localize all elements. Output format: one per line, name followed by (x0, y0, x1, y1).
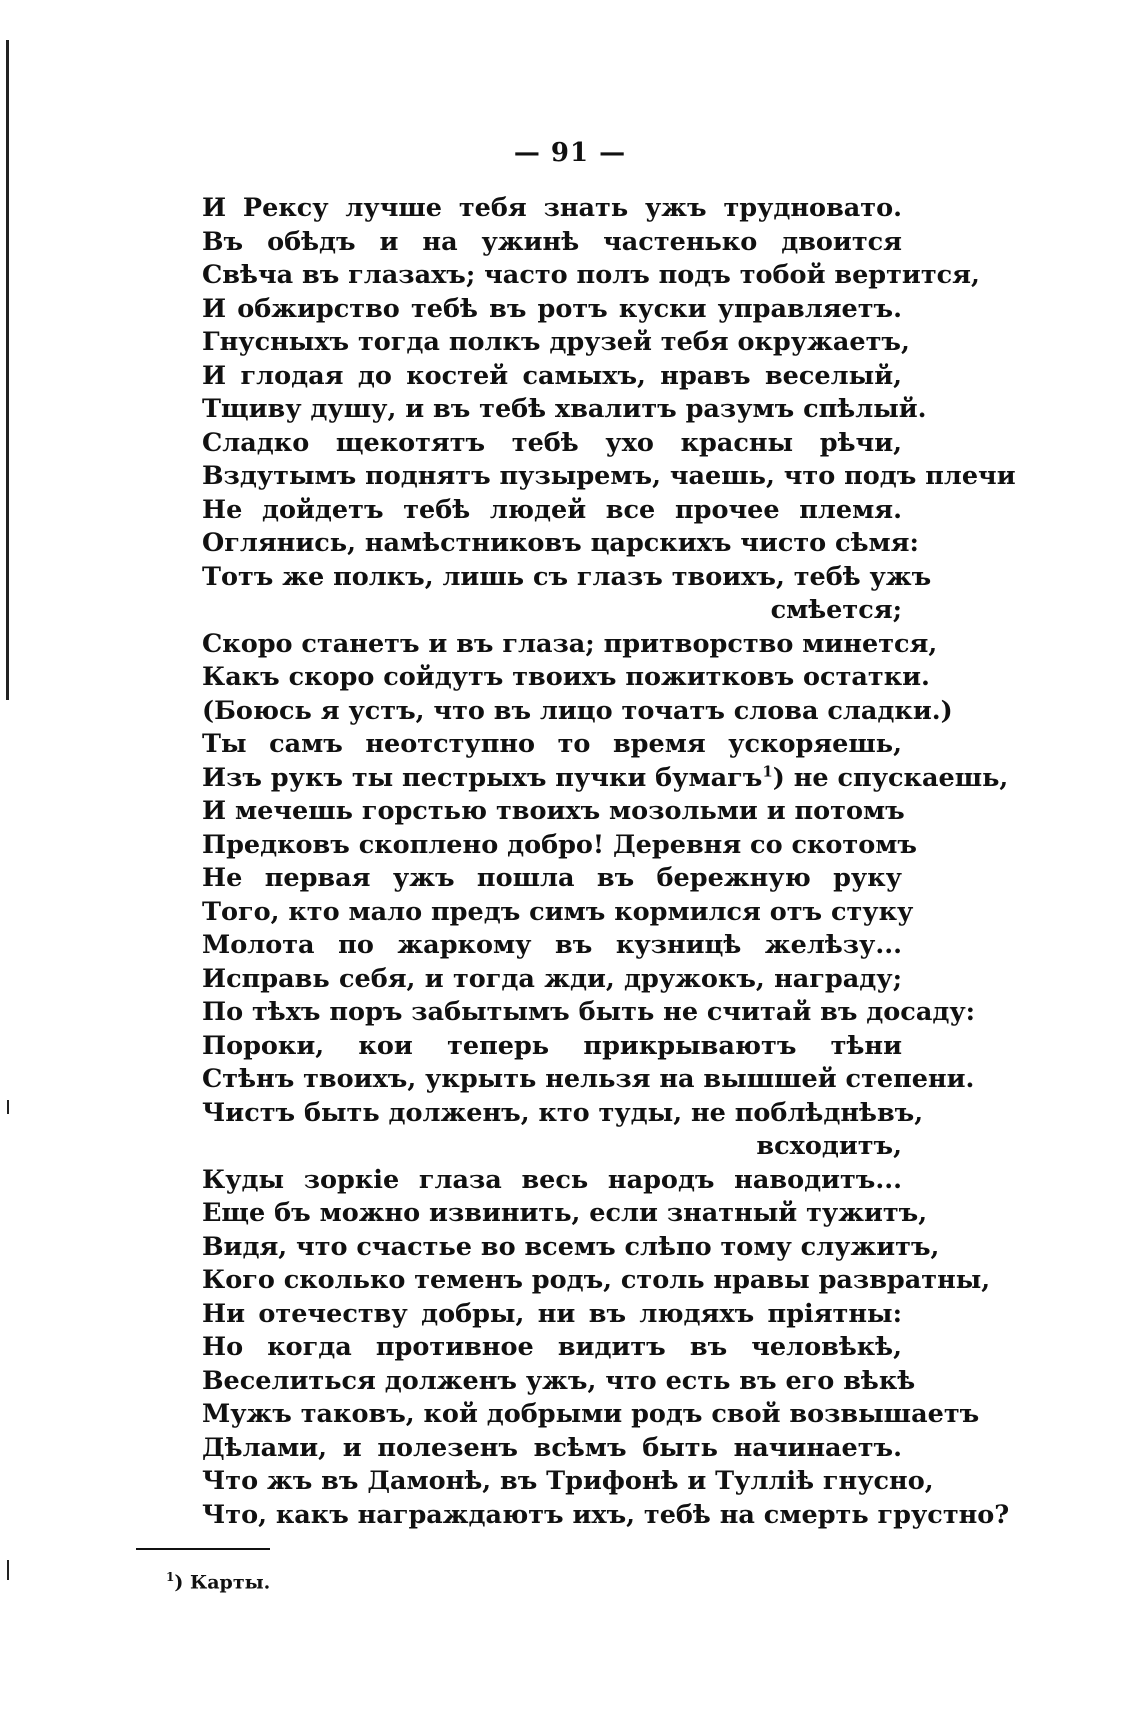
poem-line (202, 561, 932, 595)
poem-line-text: Скоро станетъ и въ глаза; притворство минется, (202, 628, 938, 659)
poem-line (202, 1298, 902, 1332)
poem-line (202, 1365, 916, 1399)
poem-line (202, 661, 930, 695)
poem-line (202, 460, 1016, 494)
poem-line-text: Изъ рукъ ты пестрыхъ пучки бумагъ (202, 762, 763, 793)
poem-line-text-after: ) не спускаешь, (772, 762, 1009, 793)
poem-line-text: Веселиться долженъ ужъ, что есть въ его вѣкѣ (202, 1365, 916, 1396)
poem-line (202, 1231, 940, 1265)
poem-line (202, 527, 919, 561)
scan-edge-dot (7, 1100, 9, 1114)
poem-line (202, 728, 902, 762)
poem-line-text: (Боюсь я устъ, что въ лицо точатъ слова сладки.) (202, 695, 953, 726)
poem-line (202, 1398, 980, 1432)
poem-line (202, 695, 953, 729)
poem-line (202, 326, 910, 360)
poem-line-text: Куды зоркіе глаза весь народъ наводитъ... (202, 1164, 902, 1195)
poem-line (202, 862, 902, 896)
poem-line-continuation (202, 1130, 902, 1164)
poem-line (202, 360, 902, 394)
poem-line (202, 1465, 934, 1499)
poem-line-text: Кого сколько теменъ родъ, столь нравы развратны, (202, 1265, 991, 1295)
poem-line-text: Въ обѣдъ и на ужинѣ частенько двоится (202, 226, 902, 257)
poem-line-text: Что, какъ награждаютъ ихъ, тебѣ на смерть грустно? (202, 1499, 1010, 1530)
footnote-marker: 1 (166, 1570, 175, 1584)
poem-line (202, 1331, 902, 1365)
poem-line-text: И глодая до костей самыхъ, нравъ веселый, (202, 360, 902, 391)
poem-line-text: Еще бъ можно извинить, если знатный тужитъ, (202, 1198, 928, 1228)
footnote-text: ) Карты. (174, 1571, 271, 1594)
poem-line-text: Того, кто мало предъ симъ кормился отъ стуку (202, 896, 914, 927)
poem-line-text: Видя, что счастье во всемъ слѣпо тому служитъ, (202, 1231, 940, 1262)
poem-line-text: Вздутымъ поднятъ пузыремъ, чаешь, что подъ плечи (202, 461, 1016, 491)
poem-line-text: И мечешь горстью твоихъ мозольми и потомъ (202, 796, 905, 826)
poem-line-text: Чистъ быть долженъ, кто туды, не поблѣднѣвъ, (202, 1097, 924, 1128)
poem-line-text: Свѣча въ глазахъ; часто полъ подъ тобой вертится, (202, 260, 980, 290)
poem-line-text: По тѣхъ поръ забытымъ быть не считай въ досаду: (202, 997, 976, 1027)
poem-line-text: И обжирство тебѣ въ ротъ куски управляетъ. (202, 293, 902, 324)
poem-line (202, 1063, 975, 1097)
poem-line-text: Предковъ скоплено добро! Деревня со скотомъ (202, 829, 917, 860)
poem-line-text: Какъ скоро сойдутъ твоихъ пожитковъ остатки. (202, 662, 930, 692)
poem-line-text: Сладко щекотятъ тебѣ ухо красны рѣчи, (202, 427, 902, 458)
poem-line-text: всходитъ, (756, 1131, 902, 1161)
poem-line-text: Тотъ же полкъ, лишь съ глазъ твоихъ, тебѣ ужъ (202, 561, 932, 592)
poem-line (202, 996, 976, 1030)
poem-line-text: Дѣлами, и полезенъ всѣмъ быть начинаетъ. (202, 1432, 902, 1463)
poem-line (202, 427, 902, 461)
poem-line-text: Не дойдетъ тебѣ людей все прочее племя. (202, 494, 902, 525)
poem-line (202, 829, 917, 863)
footnote-reference: 1 (762, 762, 773, 780)
poem-line (202, 293, 902, 327)
poem-line-text: Ты самъ неотступно то время ускоряешь, (202, 729, 902, 759)
poem-line-text: Оглянись, намѣстниковъ царскихъ чисто сѣмя: (202, 528, 919, 558)
poem-line (202, 929, 902, 963)
poem-line (202, 393, 927, 427)
poem-line-text: смѣется; (770, 595, 902, 625)
poem-line (202, 1197, 928, 1231)
poem-line (202, 795, 905, 829)
footnote (166, 1570, 270, 1593)
poem-line-text: И Рексу лучше тебя знать ужъ трудновато. (202, 193, 902, 223)
poem-line (202, 1432, 902, 1466)
poem-line-text: Пороки, кои теперь прикрываютъ тѣни (202, 1030, 902, 1061)
poem-line (202, 896, 914, 930)
scan-edge-dot (7, 1560, 9, 1580)
poem-line (202, 494, 902, 528)
poem-line (202, 963, 902, 997)
poem-line (202, 259, 980, 293)
poem-line (202, 762, 1009, 796)
poem-line (202, 1097, 924, 1131)
poem-line-text: Ни отечеству добры, ни въ людяхъ пріятны: (202, 1298, 902, 1329)
poem-line-text: Тщиву душу, и въ тебѣ хвалитъ разумъ спѣлый. (202, 394, 927, 424)
poem-line-text: Не первая ужъ пошла въ бережную руку (202, 863, 902, 893)
poem-line (202, 1164, 902, 1198)
poem-line-text: Но когда противное видитъ въ человѣкѣ, (202, 1332, 902, 1362)
poem-line-text: Что жъ въ Дамонѣ, въ Трифонѣ и Туллiѣ гнусно, (202, 1466, 934, 1496)
poem-line (202, 1264, 991, 1298)
poem-line-text: Мужъ таковъ, кой добрыми родъ свой возвышаетъ (202, 1399, 980, 1429)
poem-line-text: Молота по жаркому въ кузницѣ желѣзу... (202, 930, 902, 960)
poem-line-text: Стѣнъ твоихъ, укрыть нельзя на вышшей степени. (202, 1064, 975, 1094)
poem-line-text: Исправь себя, и тогда жди, дружокъ, награду; (202, 963, 902, 994)
footnote-rule (136, 1548, 270, 1550)
poem-text (202, 192, 1016, 1532)
page-number: — 91 — (513, 138, 627, 168)
poem-line-continuation (202, 594, 902, 628)
poem-line (202, 1499, 1010, 1533)
poem-line (202, 628, 938, 662)
poem-line (202, 192, 902, 226)
poem-line (202, 226, 902, 260)
poem-line-text: Гнусныхъ тогда полкъ друзей тебя окружаетъ, (202, 327, 910, 357)
poem-line (202, 1030, 902, 1064)
